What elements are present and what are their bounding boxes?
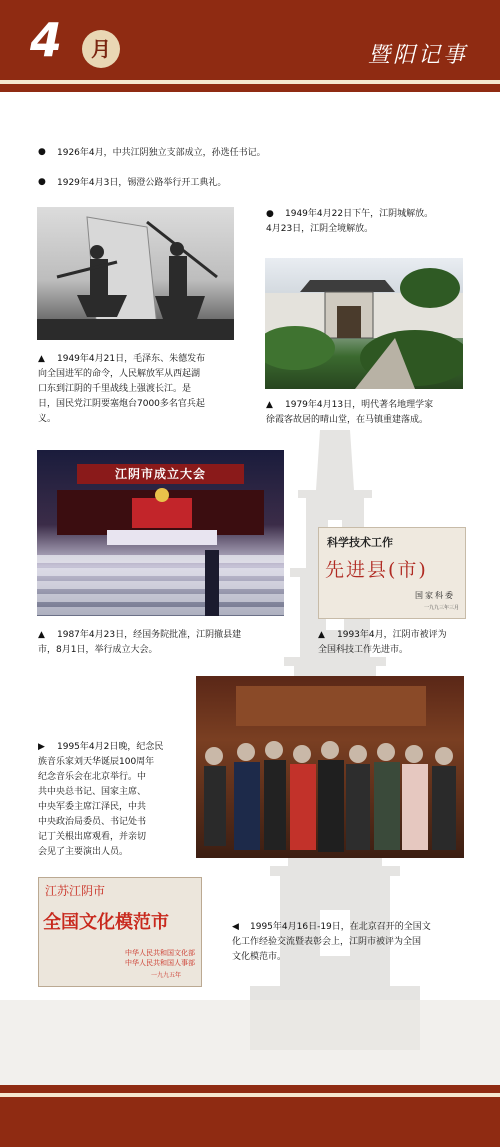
event-1993-line: 1993年4月，江阴市被评为: [337, 630, 447, 640]
event-1995-concert-line: 中央军委主席江泽民，中共: [38, 802, 147, 812]
triangle-icon: ▲: [318, 630, 325, 640]
hall-banner: 江阴市成立大会: [114, 467, 206, 481]
award-date: 一九九五年: [150, 972, 181, 979]
event-1995-concert-line: 1995年4月2日晚，纪念民: [57, 742, 164, 752]
event-1995-concert-line: 会见了主要演出人员。: [38, 847, 129, 857]
bullet-icon: ●: [38, 177, 46, 187]
triangle-icon: ▲: [38, 630, 45, 640]
arrow-right-icon: ▶: [38, 742, 45, 752]
photo-qingshan-hall: [265, 258, 463, 389]
triangle-icon: ▲: [266, 400, 273, 410]
header-divider-dark: [0, 84, 500, 92]
plaque-line2: 先进县(市): [325, 559, 428, 581]
event-1995-culture-line: 1995年4月16日-19日，在北京召开的全国文: [250, 922, 431, 932]
event-1993-line: 全国科技工作先进市。: [318, 645, 409, 655]
award-line2: 全国文化模范市: [43, 912, 169, 933]
photo-concert-leaders: [196, 676, 464, 858]
series-title: 暨阳记事: [367, 43, 468, 68]
bullet-icon: ●: [266, 209, 274, 219]
bullet-icon: ●: [38, 147, 46, 157]
month-number: 4: [30, 13, 63, 67]
footer-divider-dark: [0, 1085, 500, 1093]
event-1979-line: 1979年4月13日，明代著名地理学家: [285, 400, 434, 410]
event-1995-concert-line: 纪念音乐会在北京举行。中: [38, 772, 147, 782]
event-1995-concert-line: 共中央总书记、国家主席、: [38, 787, 147, 797]
event-1995-culture-line: 化工作经验交流暨表彰会上，江阴市被评为全国: [232, 937, 422, 947]
triangle-icon: ▲: [38, 354, 45, 364]
event-1995-concert-line: 记丁关根出席观看，并亲切: [38, 832, 147, 842]
award-issuer1: 中华人民共和国文化部: [125, 949, 195, 957]
event-1949-liberation-line1: 1949年4月22日下午，江阴城解放。: [285, 209, 434, 219]
background-wall: [0, 1000, 500, 1085]
plaque-line1: 科学技术工作: [327, 536, 393, 549]
plaque-date: 一九九三年三月: [423, 605, 459, 611]
photo-culture-award: [38, 877, 202, 987]
month-badge: 月: [82, 30, 120, 68]
event-1949-crossing-line: 向全国进军的命令，人民解放军从西起湖: [38, 369, 201, 379]
award-line1: 江苏江阴市: [45, 884, 106, 898]
plaque-issuer: 国家科委: [415, 591, 455, 600]
award-issuer2: 中华人民共和国人事部: [125, 959, 195, 967]
event-1949-crossing-line: 1949年4月21日，毛泽东、朱德发布: [57, 354, 206, 364]
event-1987-line: 市，8月1日，举行成立大会。: [38, 645, 158, 655]
event-1987-line: 1987年4月23日，经国务院批准，江阴撤县建: [57, 630, 242, 640]
photo-river-crossing: [37, 207, 234, 340]
event-1949-crossing-line: 义。: [38, 414, 57, 424]
event-1995-culture-line: 文化模范市。: [232, 952, 287, 962]
event-1995-concert-line: 族音乐家刘天华诞辰100周年: [38, 757, 155, 767]
arrow-left-icon: ◀: [232, 922, 239, 932]
photo-science-plaque: [318, 527, 466, 619]
event-1949-crossing-line: 日，国民党江阴要塞炮台7000多名官兵起: [38, 399, 205, 409]
footer-bar: [0, 1097, 500, 1147]
event-1979-line: 徐霞客故居的晴山堂，在马镇重建落成。: [266, 415, 429, 425]
event-1949-crossing-line: 口东到江阴的千里战线上强渡长江。是: [38, 384, 192, 394]
event-1929: 1929年4月3日，锡澄公路举行开工典礼。: [57, 178, 227, 188]
event-1995-concert-line: 中央政治局委员、书记处书: [38, 817, 147, 827]
photo-founding-assembly: [37, 450, 284, 616]
event-1949-liberation-line2: 4月23日，江阴全境解放。: [266, 224, 374, 234]
event-1926: 1926年4月，中共江阴独立支部成立，孙选任书记。: [57, 148, 266, 158]
